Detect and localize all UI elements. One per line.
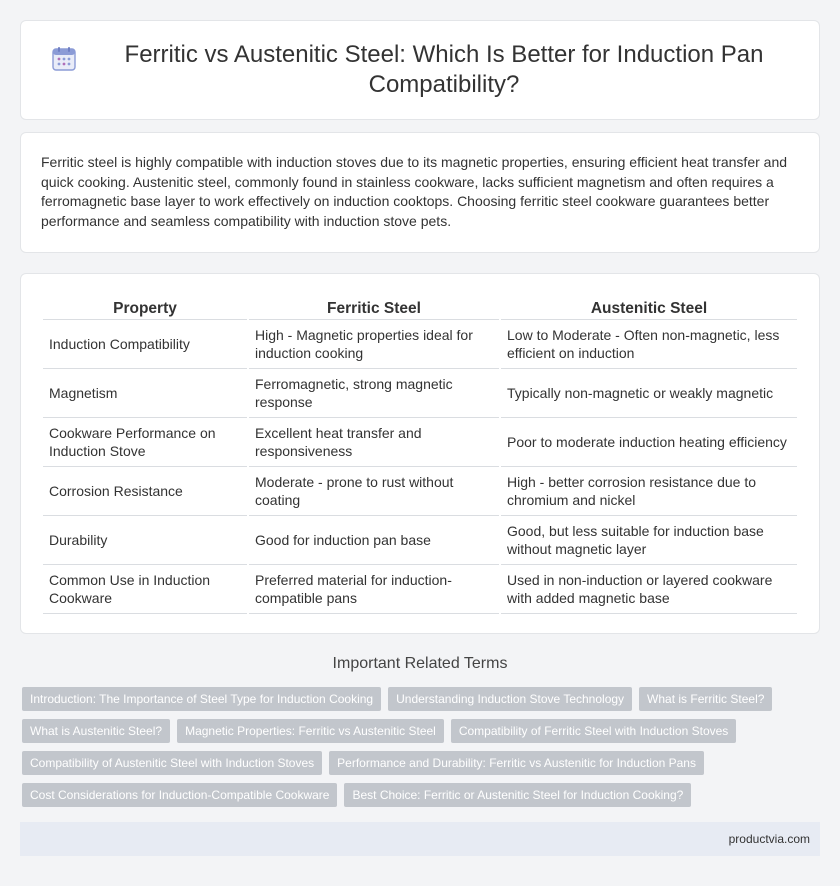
- table-row: [43, 418, 797, 467]
- related-term-tag[interactable]: What is Ferritic Steel?: [639, 687, 772, 711]
- table-cell: Preferred material for induction-compatible pans: [249, 565, 499, 614]
- table-cell: High - Magnetic properties ideal for induction cooking: [249, 320, 499, 369]
- tag-row: [22, 687, 822, 719]
- related-term-tag[interactable]: Compatibility of Austenitic Steel with Induction Stoves: [22, 751, 322, 775]
- title-card: [20, 20, 820, 120]
- header-ferritic: Ferritic Steel: [249, 296, 499, 320]
- table-cell: Corrosion Resistance: [43, 467, 247, 516]
- page-title: Ferritic vs Austenitic Steel: Which Is Better for Induction Pan Compatibility?: [124, 41, 764, 98]
- footer-site-name[interactable]: productvia.com: [728, 832, 810, 846]
- table-cell: Good, but less suitable for induction base without magnetic layer: [501, 516, 797, 565]
- tag-row: [22, 783, 822, 815]
- table-cell: Magnetism: [43, 369, 247, 418]
- related-term-tag[interactable]: What is Austenitic Steel?: [22, 719, 170, 743]
- related-terms-tags: [22, 687, 822, 815]
- table-cell: Used in non-induction or layered cookware with added magnetic base: [501, 565, 797, 614]
- table-cell: Cookware Performance on Induction Stove: [43, 418, 247, 467]
- title-wrap: [51, 40, 789, 100]
- table-cell: Common Use in Induction Cookware: [43, 565, 247, 614]
- table-cell: Ferromagnetic, strong magnetic response: [249, 369, 499, 418]
- table-header-row: [43, 296, 797, 320]
- table-cell: Durability: [43, 516, 247, 565]
- related-term-tag[interactable]: Cost Considerations for Induction-Compatible Cookware: [22, 783, 337, 807]
- related-term-tag[interactable]: Performance and Durability: Ferritic vs Austenitic for Induction Pans: [329, 751, 704, 775]
- intro-paragraph: Ferritic steel is highly compatible with induction stoves due to its magnetic properties, ensuring efficient heat transfer and quick cooking. Austenitic steel, commonly found in stainless cookware, lacks sufficient magnetism and often requires a ferromagnetic base layer to work effectively on induction cooktops. Choosing ferritic steel cookware guarantees better performance and seamless compatibility with induction stove pets.: [41, 154, 788, 229]
- table-row: [43, 467, 797, 516]
- table-cell: Moderate - prone to rust without coating: [249, 467, 499, 516]
- table-cell: Poor to moderate induction heating efficiency: [501, 418, 797, 467]
- table-cell: Excellent heat transfer and responsiveness: [249, 418, 499, 467]
- related-term-tag[interactable]: Understanding Induction Stove Technology: [388, 687, 632, 711]
- table-cell: Induction Compatibility: [43, 320, 247, 369]
- table-cell: Typically non-magnetic or weakly magnetic: [501, 369, 797, 418]
- table-cell: High - better corrosion resistance due to chromium and nickel: [501, 467, 797, 516]
- table-row: [43, 320, 797, 369]
- table-row: [43, 516, 797, 565]
- table-cell: Low to Moderate - Often non-magnetic, less efficient on induction: [501, 320, 797, 369]
- calendar-icon: [51, 46, 77, 72]
- related-term-tag[interactable]: Compatibility of Ferritic Steel with Induction Stoves: [451, 719, 736, 743]
- table-cell: Good for induction pan base: [249, 516, 499, 565]
- footer: [20, 822, 820, 856]
- header-property: Property: [43, 296, 247, 320]
- intro-card: [20, 132, 820, 253]
- related-term-tag[interactable]: Best Choice: Ferritic or Austenitic Steel for Induction Cooking?: [344, 783, 691, 807]
- table-row: [43, 565, 797, 614]
- related-term-tag[interactable]: Magnetic Properties: Ferritic vs Austenitic Steel: [177, 719, 444, 743]
- comparison-table-card: [20, 273, 820, 634]
- tag-row: [22, 719, 822, 751]
- comparison-table: [41, 296, 799, 614]
- related-terms-heading: Important Related Terms: [332, 655, 508, 672]
- tag-row: [22, 751, 822, 783]
- related-term-tag[interactable]: Introduction: The Importance of Steel Type for Induction Cooking: [22, 687, 381, 711]
- header-austenitic: Austenitic Steel: [501, 296, 797, 320]
- table-row: [43, 369, 797, 418]
